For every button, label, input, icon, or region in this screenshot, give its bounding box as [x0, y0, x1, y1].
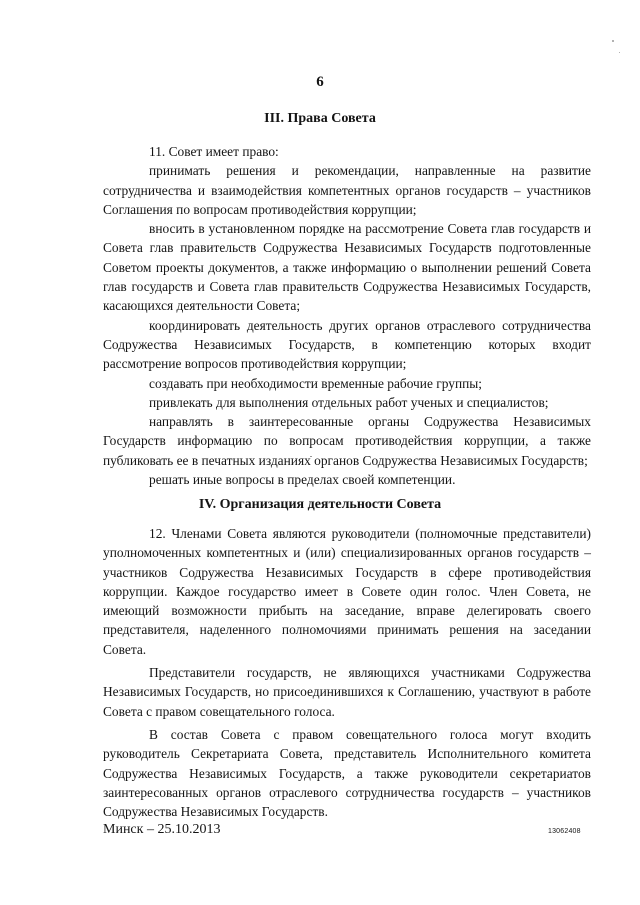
paragraph: В состав Совета с правом совещательного голоса могут входить руководитель Секретариата Совета, представитель Исполнительного комитета Содружества Независимых Государств, а также руководители секретариатов заинтересованных органов отраслевого сотрудничества государств – участников Содружества Независимых Государств.: [103, 726, 591, 820]
paragraph: решать иные вопросы в пределах своей компетенции.: [149, 472, 456, 488]
footer-place-date: Минск – 25.10.2013: [103, 822, 221, 837]
paragraph: направлять в заинтересованные органы Содружества Независимых Государств информацию по вопросам противодействия коррупции, а также публиковать ее в печатных изданиях органов Содружества Независимых Государств;: [103, 414, 591, 468]
footer-doc-code: 13062408: [548, 828, 581, 835]
paragraph: 12. Членами Совета являются руководители (полномочные представители) уполномоченных компетентных и (или) специализированных органов государств – участников Содружества Независимых Государств в сфере противодействия коррупции. Каждое государство имеет в Совете один голос. Член Совета, не имеющий возможности прибыть на заседание, вправе делегировать своего представителя, наделенного полномочиями принимать решения на заседании Совета.: [103, 526, 591, 657]
paragraph: Представители государств, не являющихся участниками Содружества Независимых Государств, но присоединившихся к Соглашению, участвуют в работе Совета с правом совещательного голоса.: [103, 665, 591, 719]
paragraph: вносить в установленном порядке на рассмотрение Совета глав государств и Совета глав правительств Содружества Независимых Государств подготовленные Советом проекты документов, а также информацию о выполнении решений Совета глав государств и Совета глав правительств Содружества Независимых Государств, касающихся деятельности Совета;: [103, 221, 591, 314]
scan-speck: [619, 52, 620, 53]
section-3-body: [103, 142, 591, 489]
scan-speck: [612, 40, 614, 42]
paragraph: 11. Совет имеет право:: [149, 144, 279, 159]
section-4-body: [103, 524, 591, 821]
page-number: 6: [316, 74, 324, 90]
section-3-heading: III. Права Совета: [264, 111, 376, 126]
section-4-heading: IV. Организация деятельности Совета: [198, 497, 442, 512]
paragraph: координировать деятельность других органов отраслевого сотрудничества Содружества Независимых Государств, в компетенцию которых входит рассмотрение вопросов противодействия коррупции;: [103, 317, 591, 372]
paragraph: привлекать для выполнения отдельных работ ученых и специалистов;: [149, 394, 549, 410]
paragraph: принимать решения и рекомендации, направленные на развитие сотрудничества и взаимодействия компетентных органов государств – участников Соглашения по вопросам противодействия коррупции;: [103, 163, 591, 217]
paragraph: создавать при необходимости временные рабочие группы;: [149, 375, 483, 391]
